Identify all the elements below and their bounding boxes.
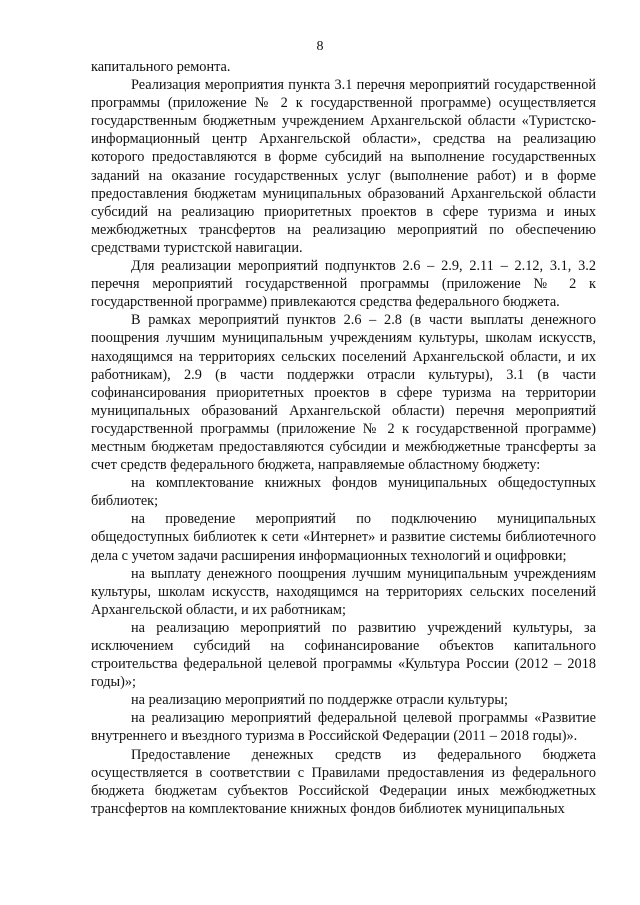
list-item: на проведение мероприятий по подключению муниципальных общедоступных библиотек к сети «Интернет» и развитие системы библиотечного дела с учетом задачи расширения информационных технологий и оцифровки; xyxy=(91,511,596,564)
list-item: на реализацию мероприятий по поддержке отрасли культуры; xyxy=(131,692,508,709)
paragraph: В рамках мероприятий пунктов 2.6 – 2.8 (в части выплаты денежного поощрения лучшим муниципальным учреждениям культуры, школам искусств, находящимся на территориях сельских поселений Архангельской области, и их работникам), 2.9 (в части поддержки отрасли культуры), 3.1 (в части софинансирования приоритетных проектов в сфере туризма на территории муниципальных образований Архангельской области) перечня мероприятий государственной программы (приложение № 2 к государственной программе) местным бюджетам предоставляются субсидии и межбюджетные трансферты за счет средств федерального бюджета, направляемые областному бюджету: xyxy=(91,312,596,474)
list-item: на выплату денежного поощрения лучшим муниципальным учреждениям культуры, школам искусств, находящимся на территориях сельских поселений Архангельской области, и их работникам; xyxy=(91,565,596,618)
body-text xyxy=(91,58,596,818)
list-item: на комплектование книжных фондов муниципальных общедоступных библиотек; xyxy=(91,475,596,510)
paragraph: Реализация мероприятия пункта 3.1 перечня мероприятий государственной программы (приложение № 2 к государственной программе) осуществляется государственным бюджетным учреждением Архангельской области «Туристско-информационный центр Архангельской области», средства на реализацию которого предоставляются в форме субсидий на выполнение государственных заданий на оказание государственных услуг (выполнение работ) и в форме предоставления бюджетам муниципальных образований Архангельской области субсидий на реализацию приоритетных проектов в сфере туризма и иных межбюджетных трансфертов на реализацию мероприятий по обеспечению средствами туристской навигации. xyxy=(91,77,596,256)
paragraph: капитального ремонта. xyxy=(91,59,231,75)
page-number: 8 xyxy=(316,39,324,54)
list-item: на реализацию мероприятий федеральной целевой программы «Развитие внутреннего и въездного туризма в Российской Федерации (2011 – 2018 годы)». xyxy=(91,710,596,745)
paragraph: Для реализации мероприятий подпунктов 2.6 – 2.9, 2.11 – 2.12, 3.1, 3.2 перечня мероприятий государственной программы (приложение № 2 к государственной программе) привлекаются средства федерального бюджета. xyxy=(91,258,596,311)
paragraph: Предоставление денежных средств из федерального бюджета осуществляется в соответствии с Правилами предоставления из федерального бюджета бюджетам субъектов Российской Федерации иных межбюджетных трансфертов на комплектование книжных фондов библиотек муниципальных xyxy=(91,746,596,817)
list-item: на реализацию мероприятий по развитию учреждений культуры, за исключением субсидий на софинансирование объектов капитального строительства федеральной целевой программы «Культура России (2012 – 2018 годы)»; xyxy=(91,619,596,691)
